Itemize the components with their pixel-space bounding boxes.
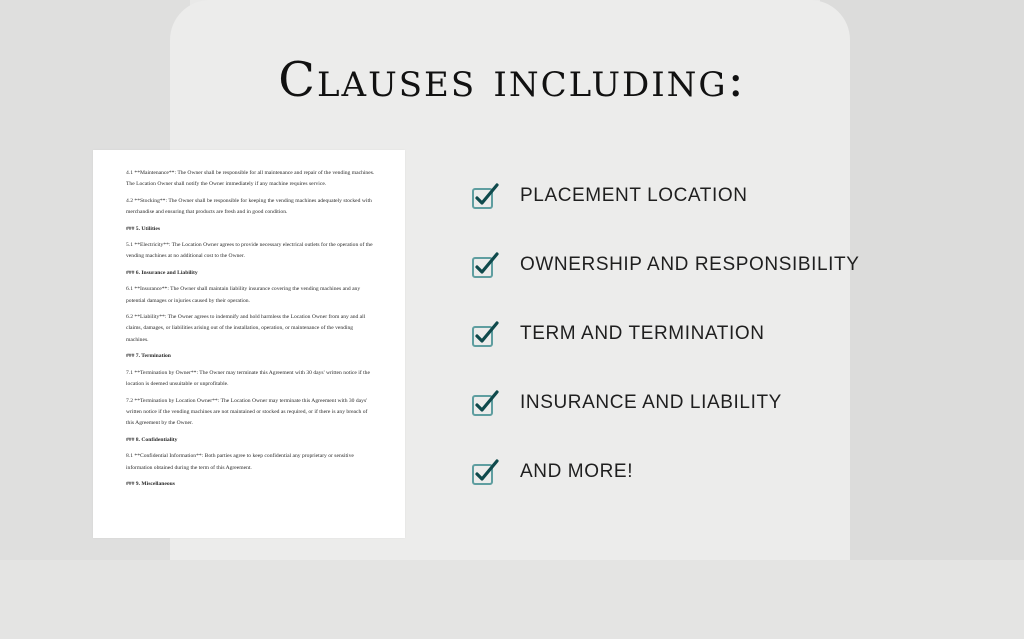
checklist-item-label: OWNERSHIP AND RESPONSIBILITY xyxy=(520,254,860,275)
doc-paragraph: 4.2 **Stocking**: The Owner shall be responsible for keeping the vending machines adequately stocked with merchandise and ensuring that products are fresh and in good condition. xyxy=(126,197,372,216)
checkbox-check-icon xyxy=(470,182,500,212)
checklist-item xyxy=(470,316,860,385)
doc-heading: ### 5. Utilities xyxy=(126,225,161,232)
doc-heading: ### 7. Termination xyxy=(126,353,171,360)
doc-paragraph: 6.2 **Liability**: The Owner agrees to indemnify and hold harmless the Location Owner from any and all claims, damages, or liabilities arising out of the installation, operation, or maintenance of the vending machines. xyxy=(126,314,366,343)
clause-checklist xyxy=(470,178,860,523)
document-preview xyxy=(93,150,405,538)
doc-paragraph: 6.1 **Insurance**: The Owner shall maintain liability insurance covering the vending machines and any potential damages or injuries caused by their operation. xyxy=(126,286,361,304)
checklist-item-label: INSURANCE AND LIABILITY xyxy=(520,392,782,413)
doc-heading: ### 9. Miscellaneous xyxy=(126,480,175,487)
doc-paragraph: 4.1 **Maintenance**: The Owner shall be responsible for all maintenance and repair of the vending machines. The Location Owner shall notify the Owner immediately if any machine requires service. xyxy=(126,170,375,188)
doc-paragraph: 5.1 **Electricity**: The Location Owner agrees to provide necessary electrical outlets for the operation of the vending machines at no additional cost to the Owner. xyxy=(126,242,373,260)
checkbox-check-icon xyxy=(470,458,500,488)
headline: Clauses including: xyxy=(278,52,746,108)
checklist-item-label: PLACEMENT LOCATION xyxy=(520,185,748,206)
checklist-item-label: TERM AND TERMINATION xyxy=(520,323,765,344)
checklist-item xyxy=(470,385,860,454)
doc-paragraph: 8.1 **Confidential Information**: Both parties agree to keep confidential any proprietary or sensitive information obtained during the term of this Agreement. xyxy=(126,453,354,471)
checklist-item xyxy=(470,454,860,523)
doc-heading: ### 6. Insurance and Liability xyxy=(126,269,198,276)
checkbox-check-icon xyxy=(470,389,500,419)
doc-paragraph: 7.2 **Termination by Location Owner**: The Location Owner may terminate this Agreement with 30 days' written notice if the vending machines are not maintained or stocked as required, or if there is any breach of this Agreement by the Owner. xyxy=(126,397,368,427)
checkbox-check-icon xyxy=(470,320,500,350)
doc-heading: ### 8. Confidentiality xyxy=(126,436,178,443)
checklist-item xyxy=(470,247,860,316)
doc-paragraph: 7.1 **Termination by Owner**: The Owner may terminate this Agreement with 30 days' written notice if the location is deemed unsuitable or unprofitable. xyxy=(126,369,370,388)
checkbox-check-icon xyxy=(470,251,500,281)
checklist-item xyxy=(470,178,860,247)
checklist-item-label: AND MORE! xyxy=(520,461,634,482)
background-shade-bottom xyxy=(0,560,1024,639)
